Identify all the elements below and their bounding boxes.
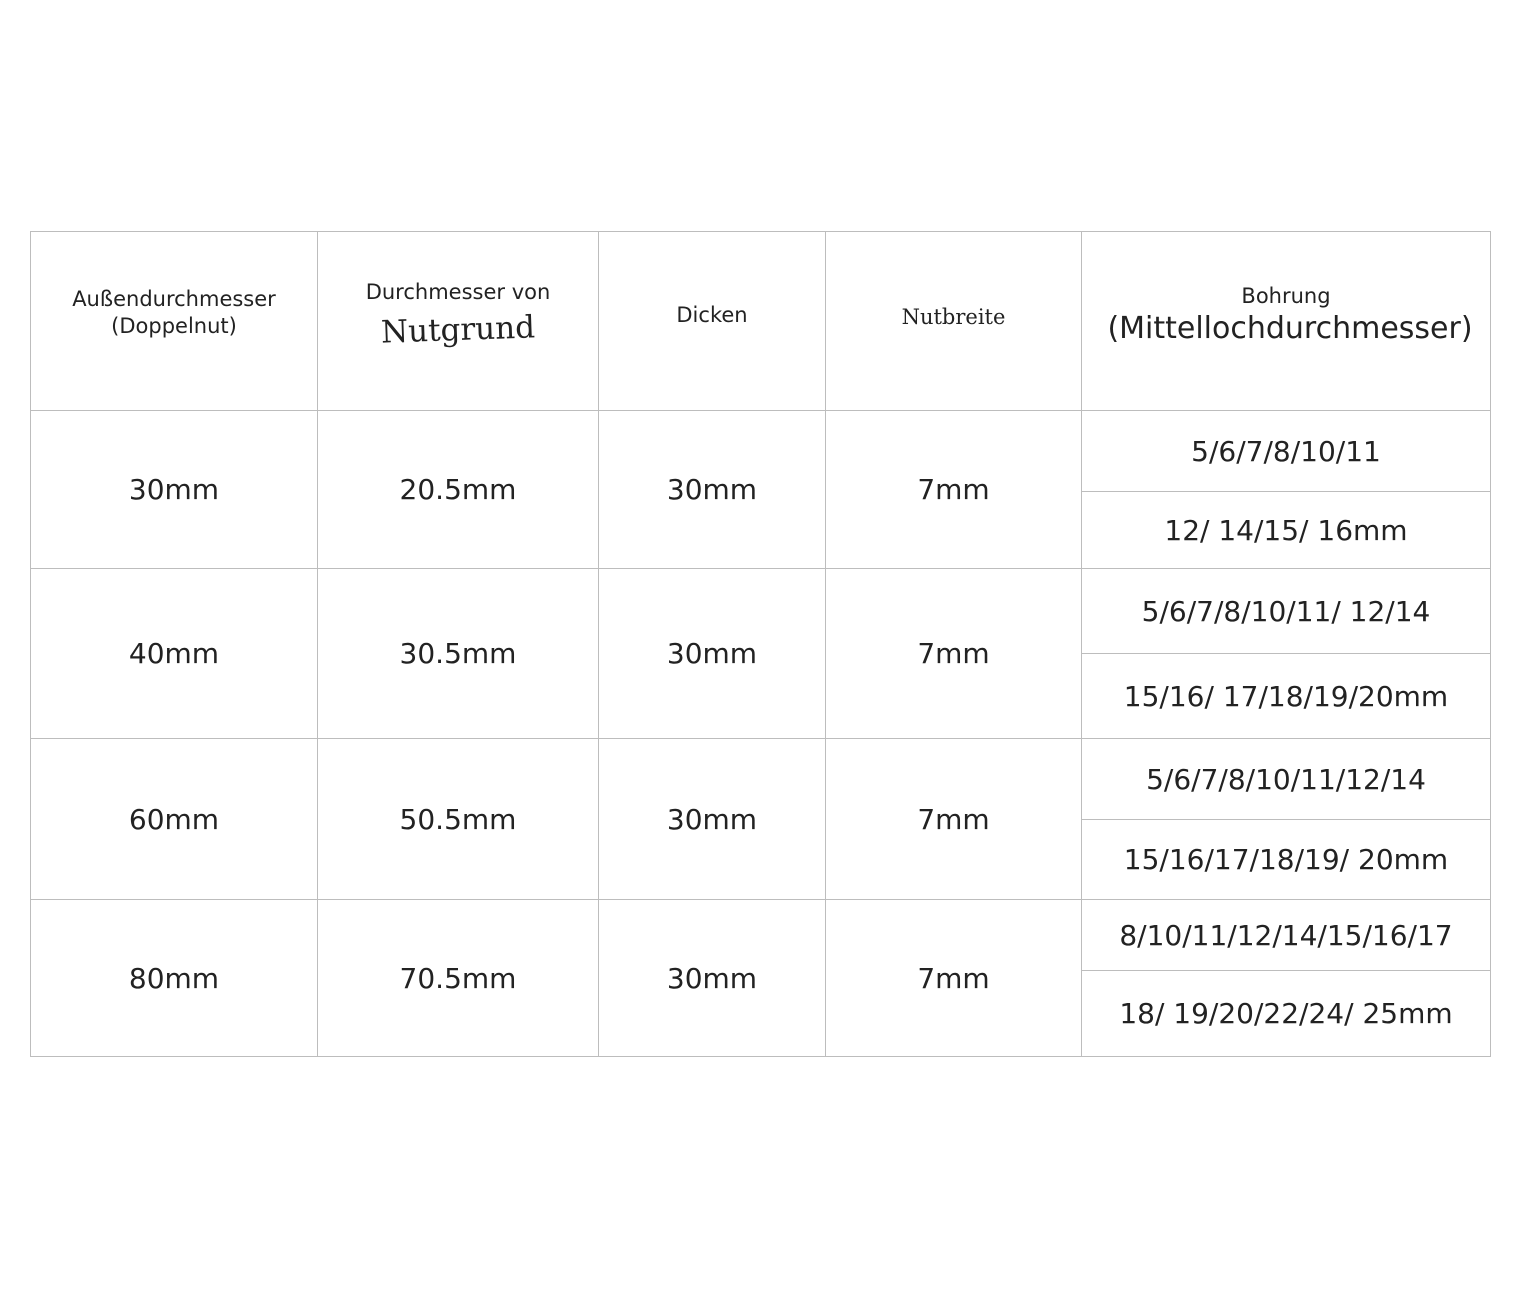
spec-table [30,231,1491,1057]
cell-bore-options: 5/6/7/8/10/11 [1082,411,1491,492]
cell-groove-width: 7mm [826,411,1082,569]
table-row [31,739,1491,820]
header-groove-base-label: Durchmesser von [365,279,551,304]
cell-groove-width: 7mm [826,900,1082,1057]
cell-outer-diameter: 30mm [31,411,318,569]
header-groove-base-sublabel: Nutgrund [380,308,536,351]
cell-groove-width: 7mm [826,569,1082,739]
table-row [31,900,1491,971]
cell-outer-diameter: 80mm [31,900,318,1057]
header-outer-diameter-label: Außendurchmesser [72,287,276,311]
header-bore-sublabel: (Mittellochdurchmesser) [1107,310,1473,346]
cell-thickness: 30mm [599,411,826,569]
header-outer-diameter-sublabel: (Doppelnut) [111,314,237,338]
table-row [31,411,1491,492]
header-thickness [599,232,826,411]
header-row [31,232,1491,411]
cell-outer-diameter: 60mm [31,739,318,900]
header-groove-base-diameter [318,232,599,411]
cell-groove-base-diameter: 50.5mm [318,739,599,900]
cell-bore-options: 12/ 14/15/ 16mm [1082,492,1491,569]
cell-groove-base-diameter: 70.5mm [318,900,599,1057]
header-outer-diameter [31,232,318,411]
header-bore-label: Bohrung [1241,283,1331,308]
cell-bore-options: 5/6/7/8/10/11/ 12/14 [1082,569,1491,654]
header-thickness-label: Dicken [676,302,748,327]
cell-groove-width: 7mm [826,739,1082,900]
table-row [31,569,1491,654]
cell-bore-options: 8/10/11/12/14/15/16/17 [1082,900,1491,971]
cell-groove-base-diameter: 20.5mm [318,411,599,569]
cell-groove-base-diameter: 30.5mm [318,569,599,739]
cell-thickness: 30mm [599,900,826,1057]
header-groove-width-label: Nutbreite [901,304,1006,329]
cell-outer-diameter: 40mm [31,569,318,739]
header-bore [1082,232,1491,411]
cell-bore-options: 15/16/17/18/19/ 20mm [1082,820,1491,900]
cell-bore-options: 15/16/ 17/18/19/20mm [1082,654,1491,739]
header-groove-width [826,232,1082,411]
cell-bore-options: 5/6/7/8/10/11/12/14 [1082,739,1491,820]
cell-bore-options: 18/ 19/20/22/24/ 25mm [1082,971,1491,1057]
cell-thickness: 30mm [599,739,826,900]
cell-thickness: 30mm [599,569,826,739]
